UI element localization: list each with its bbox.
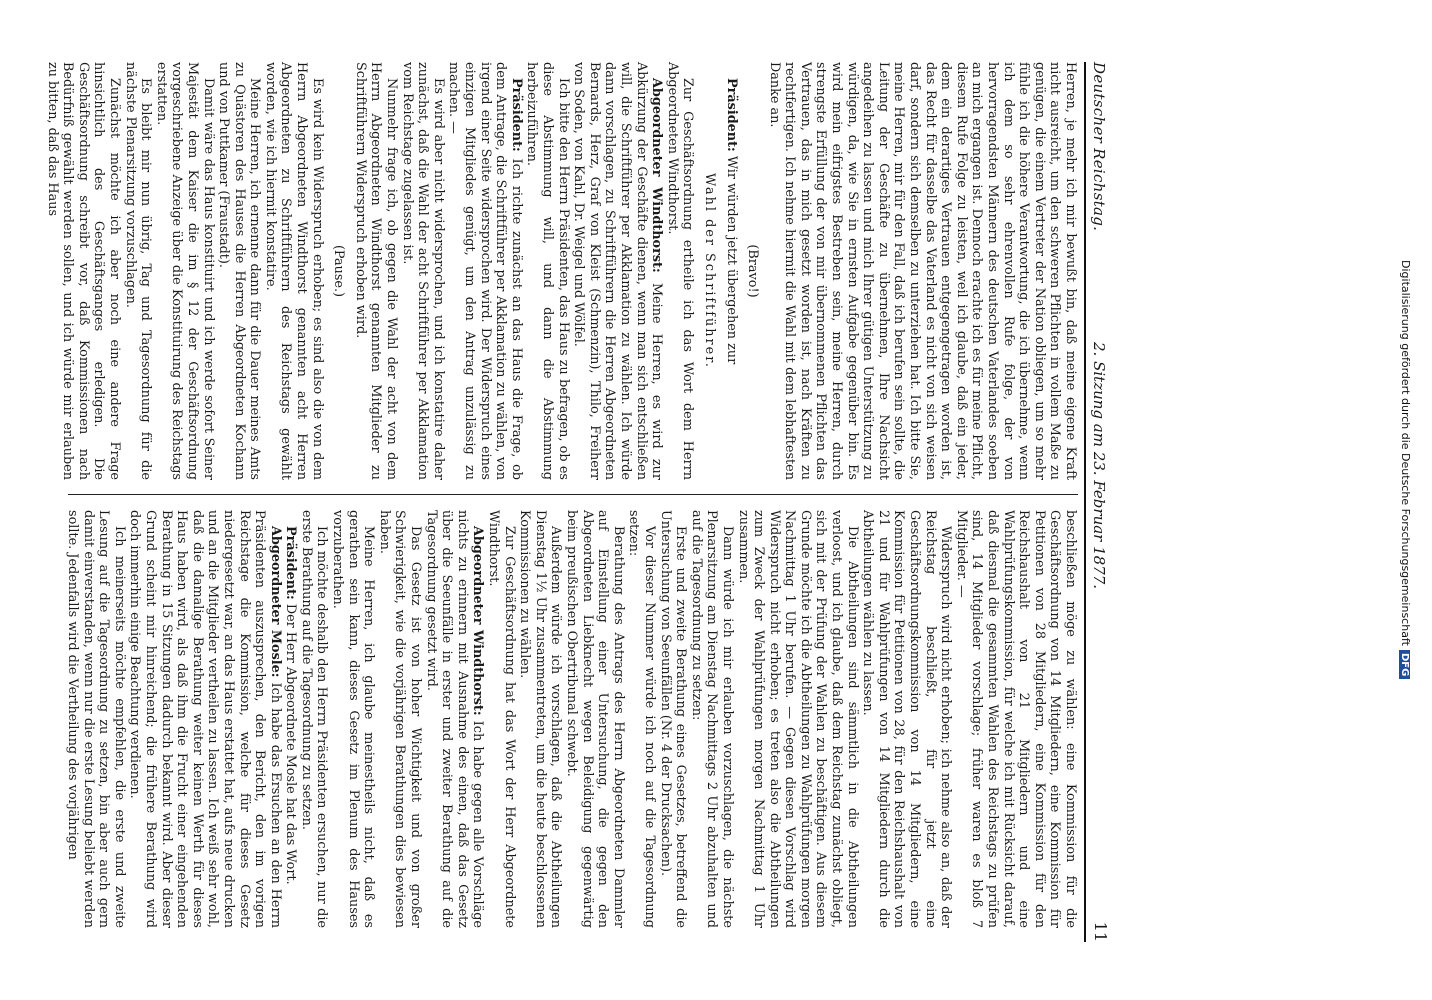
speaker-label: Präsident: [508, 78, 524, 152]
paragraph: Die Abtheilungen sind sämmtlich in die Abtheilungen verloost, und ich glaube, daß dem Reichstag zunächst obliegt, sich mit der Prüfung der Wahlen zu beschäftigen. Aus diesem Grunde möchte ich die Abtheilungen zu Wahlprüfungen morgen Nachmittag 1 Uhr berufen. — Gegen diesen Vorschlag wird Widerspruch nicht erhoben; es treten also die Abtheilungen zum Zweck der Wahlprüfungen morgen Nachmittag 1 Uhr zusammen. [735, 510, 860, 928]
paragraph: Meine Herren, ich ernenne dann für die Dauer meines Amts zu Quästoren des Hauses die Herren Abgeordneten Kochann und von Puttkamer (Fraustadt). [216, 62, 263, 480]
paragraph: Widerspruch wird nicht erhoben; ich nehme also an, daß der Reichstag beschließt, für jetzt eine Geschäftsordnungskommission von 14 Mitgliedern, eine Kommission für Petitionen von 28, für den Reichshaushalt von 21 und für Wahlprüfungen von 14 Mitgliedern durch die Abtheilungen wählen zu lassen. [860, 510, 954, 928]
page-number: 11 [1091, 921, 1110, 942]
paragraph: Ich meinerseits möchte empfehlen, die erste und zweite Lesung auf die Tagesordnung zu setzen, bin aber auch gern damit einverstanden, wenn nur die erste Lesung beliebt werden sollte. Jedenfalls wird die Vertheilung des vorjährigen [65, 510, 127, 928]
speaker-label: Abgeordneter Windthorst: [649, 78, 665, 273]
paragraph: Außerdem würde ich vorschlagen, daß die Abtheilungen Dienstag 1½ Uhr zusammentreten, um die heute beschlossenen Kommissionen zu wählen. [517, 510, 564, 928]
paragraph: Meine Herren, ich glaube meinestheils nicht, daß es gerathen sein kann, dieses Gesetz im Plenum des Hauses vorzuberathen. [330, 510, 377, 928]
paragraph: Ich bitte den Herrn Präsidenten, das Haus zu befragen, ob es diese Abstimmung will, und dann die Abstimmung herbeizuführen. [524, 62, 571, 480]
paragraph: Zur Geschäftsordnung ertheile ich das Wort dem Herrn Abgeordneten Windthorst. [664, 62, 696, 480]
paragraph: Zur Geschäftsordnung hat das Wort der Herr Abgeordnete Windthorst. [486, 510, 517, 928]
page-header [1084, 62, 1112, 942]
speech-text: Meine Herren, es wird zur Abkürzung der Geschäfte dienen, wenn man sich entschließen will, die Schriftführer per Akklamation zu wählen. Ich würde dann vorschlagen, zu Schriftführern die Herren Abgeordneten Bernards, Herz, Graf von Kleist (Schmenzin), Thilo, Freiherr von Soden, von Kahl, Dr. Weigel und Wölfel. [571, 62, 665, 480]
paragraph: Herren, je mehr ich mir bewußt bin, daß meine eigene Kraft nicht ausreicht, um den schweren Pflichten in vollem Maße zu genügen, die einem Vertreter der Nation obliegen, um so mehr fühle ich die höhere Verantwortung, die ich übernehme, wenn ich dem so sehr ehrenvollen Rufe folge, der von hervorragendsten Männern des deutschen Vaterlandes soeben an mich ergangen ist. Dennoch erachte ich es für meine Pflicht, diesem Rufe Folge zu leisten, weil ich glaube, daß ein jeder, dem ein derartiges Vertrauen entgegengetragen worden ist, das Recht für dasselbe das Vaterland es nicht von sich weisen darf, sondern sich demselben zu unterziehen hat. Ich bitte Sie, meine Herren, mir für den Fall, daß ich berufen sein sollte, die Leitung der Geschäfte zu übernehmen, Ihre Nachsicht angedeihen zu lassen und mich Ihrer gütigen Unterstützung zu würdigen, da, wie Sie in ernsten Aufgabe gegenüber bin. Es wird mein eifrigstes Bestreben sein, meine Herren, durch strengste Erfüllung der von mir übernommenen Pflichten das Vertrauen, das in mich gesetzt worden ist, nach Kräften zu rechtfertigen. Ich nehme hiermit die Wahl mit dem lebhaftesten Danke an. [766, 62, 1078, 480]
paragraph: Vor dieser Nummer würde ich noch auf die Tagesordnung setzen: [626, 510, 657, 928]
paragraph: Das Gesetz ist von hoher Wichtigkeit und von großer Schwierigkeit, wie die vorjährigen Berathungen dies bewiesen haben. [376, 510, 424, 928]
speech-text: Ich habe gegen alle Vorschläge nichts zu erinnern mit Ausnahme des einen, daß das Gesetz über die Seeunfälle in erster und zweiter Berathung auf die Tagesordnung gesetzt wird. [423, 510, 486, 928]
right-column [58, 510, 1078, 928]
stage-direction: (Pause.) [331, 244, 347, 298]
section-heading: Wahl der Schriftführer. [701, 173, 717, 369]
paragraph: Dann würde ich mir erlauben vorzuschlagen, die nächste Plenarsitzung am Dienstag Nachmittags 2 Uhr abzuhalten und auf die Tagesordnung zu setzen: [688, 510, 735, 928]
speech-text: Wir würden jetzt übergehen zur [723, 155, 739, 365]
credit-text: Digitalisierung gefördert durch die Deutsche Forschungsgemeinschaft [1399, 260, 1412, 646]
header-session: 2. Sitzung am 23. Februar 1877. [1090, 342, 1108, 590]
paragraph: Damit wäre das Haus konstituirt und ich werde sofort Seiner Majestät dem Kaiser die im § 12 der Geschäftsordnung vorgeschriebene Anzeige über die Konstituirung des Reichstags erstatten. [153, 62, 216, 480]
agenda-item: Berathung des Antrags des Herrn Abgeordneten Dammler auf Einstellung einer Untersuchung, die gegen den Abgeordneten Liebknecht wegen Beleidigung gegenwärtig beim preußischen Obertribunal schwebt. [564, 510, 626, 928]
speaker-label: Präsident: [723, 78, 739, 152]
speech-text: Ich habe das Ersuchen an den Herrn Präsidenten auszusprechen, den Bericht, den im vorigen Reichstage die Kommission, welche für dieses Gesetz niedergesetzt war, an das Haus erstattet hat, aufs neue drucken und an die Mitglieder vertheilen zu lassen. Ich weiß sehr wohl, daß die damalige Berathung weiter keinen Werth für dieses Haus haben wird, als daß ihm die Frucht einer eingehenden Berathung in 15 Sitzungen dadurch bekannt wird. Aber dieser Grund scheint mir hinreichend; die frühere Berathung wird doch immerhin einige Beachtung verdienen. [127, 510, 283, 928]
paragraph: Es bleibt mir nun übrig, Tag und Tagesordnung für die nächste Plenarsitzung vorzuschlagen. [122, 62, 154, 480]
speaker-label: Abgeordneter Mosle: [267, 526, 283, 678]
speaker-label: Präsident: [283, 526, 299, 600]
speech-text: Der Herr Abgeordnete Mosle hat das Wort. [283, 603, 299, 885]
speech-text: Ich richte zunächst an das Haus die Frage, ob dem Antrage, die Schriftführer per Akklamation zu wählen, von irgend einer Seite widersprochen wird. Der Widerspruch eines einzigen Mitgliedes genügt, um den Antrag unzulässig zu machen. — [446, 62, 524, 480]
dfg-logo: DFG [1399, 650, 1410, 679]
agenda-item: Erste und zweite Berathung eines Gesetzes, betreffend die Untersuchung von Seeunfällen (Nr. 4 der Drucksachen). [657, 510, 689, 928]
speaker-label: Abgeordneter Windthorst: [470, 526, 486, 716]
document-page [44, 62, 1112, 942]
paragraph: Nunmehr frage ich, ob gegen die Wahl der acht von dem Herrn Abgeordneten Windthorst genannten Mitglieder zu Schriftführern Widerspruch erhoben wird. [352, 62, 400, 480]
paragraph: Ich möchte deshalb den Herrn Präsidenten ersuchen, nur die erste Berathung auf die Tagesordnung zu setzen. [298, 510, 330, 928]
header-publication: Deutscher Reichstag. [1090, 62, 1108, 232]
paragraph: Es wird kein Widerspruch erhoben; es sind also die von dem Herrn Abgeordneten Windthorst genannten acht Herren Abgeordneten zu Schriftführern des Reichstags gewählt worden, wie ich hiermit konstatire. [262, 62, 325, 480]
dfg-credit [1399, 260, 1412, 679]
stage-direction: (Bravo!) [745, 244, 761, 298]
paragraph: Zunächst möchte ich aber noch eine andere Frage hinsichtlich des Geschäftsganges erledigen. Die Geschäftsordnung schreibt vor, daß Kommissionen nach Bedürfniß gewählt werden sollen, und ich würde mir erlauben zu bitten, daß das Haus [44, 62, 122, 480]
left-column [44, 62, 1078, 480]
column-divider [68, 494, 1078, 495]
paragraph: beschließen möge zu wählen: eine Kommission für die Geschäftsordnung von 14 Mitgliedern, eine Kommission für Petitionen von 28 Mitgliedern, eine Kommission für den Reichshaushalt von 21 Mitgliedern und eine Wahlprüfungskommission, für welche ich mit Rücksicht darauf, daß diesmal die gesammten Wahlen des Reichstags zu prüfen sind, 14 Mitglieder vorschlage; früher waren es bloß 7 Mitglieder. — [953, 510, 1078, 928]
paragraph: Es wird aber nicht widersprochen, und ich konstatire daher zunächst, daß die Wahl der acht Schriftführer per Akklamation vom Reichstage zugelassen ist. [399, 62, 446, 480]
